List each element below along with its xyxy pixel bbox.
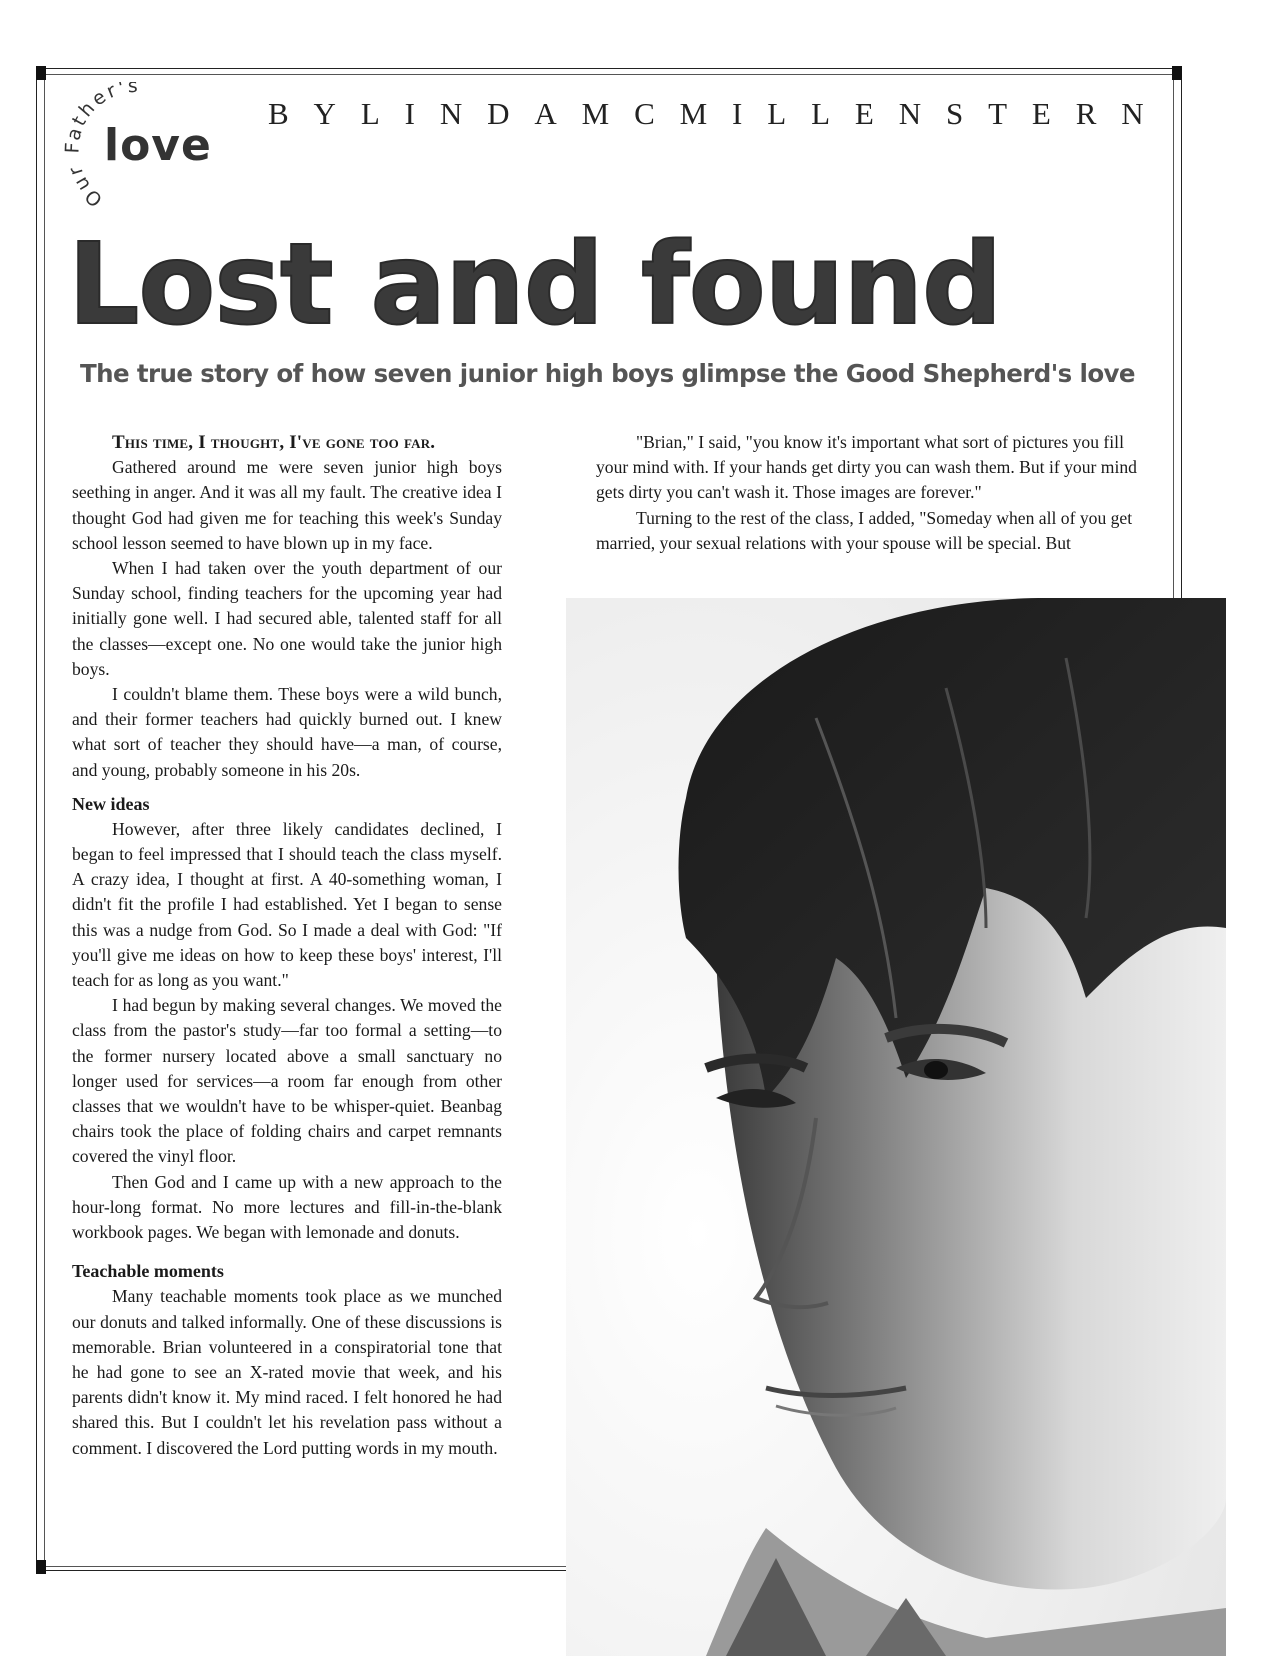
section-heading: Teachable moments (72, 1261, 224, 1282)
logo-word: love (104, 120, 212, 171)
byline-letter: E (854, 96, 874, 131)
byline-letter: Y (313, 96, 337, 131)
byline-letter: B (268, 96, 289, 131)
byline-letter: N (898, 96, 922, 131)
paragraph: I couldn't blame them. These boys were a wild bunch, and their former teachers had quickly burned out. I knew what sort of teacher they should have—a man, of course, and young, probably someone in his 20s. (72, 684, 502, 780)
subheadline: The true story of how seven junior high boys glimpse the Good Shepherd's love (80, 359, 1135, 388)
byline-letter: A (534, 96, 557, 131)
headline: Lost and found (68, 220, 1002, 350)
paragraph: Many teachable moments took place as we munched our donuts and talked informally. One of these discussions is memorable. Brian volunteered in a conspiratorial tone that he had gone to see an X-rated movie that week, and his parents didn't know it. My mind raced. I felt honored he had shared this. But I couldn't let his revelation pass without a comment. I discovered the Lord putting words in my mouth. (72, 1286, 502, 1458)
byline-letter: T (988, 96, 1008, 131)
byline-letter: L (811, 96, 831, 131)
frame-corner (1172, 66, 1182, 80)
byline (268, 96, 1144, 132)
byline-letter: M (581, 96, 610, 131)
portrait-illustration (566, 598, 1226, 1656)
paragraph: I had begun by making several changes. We moved the class from the pastor's study—far too formal a setting—to the former nursery located above a small sanctuary no longer used for services—a room far enough from other classes that we wouldn't have to be whisper-quiet. Beanbag chairs took the place of folding chairs and carpet remnants covered the vinyl floor. (72, 995, 502, 1167)
portrait-photo (566, 598, 1226, 1656)
column-logo (60, 82, 230, 212)
byline-letter: N (439, 96, 463, 131)
byline-letter: S (945, 96, 964, 131)
paragraph: "Brian," I said, "you know it's important what sort of pictures you fill your mind with. If your hands get dirty you can wash them. But if your mind gets dirty you can't wash it. Those images are forever." (596, 432, 1137, 503)
byline-letter: M (679, 96, 708, 131)
byline-letter: E (1031, 96, 1051, 131)
paragraph: However, after three likely candidates declined, I began to feel impressed that I should teach the class myself. A crazy idea, I thought at first. A 40-something woman, I didn't fit the profile I had established. Yet I began to sense this was a nudge from God. So I made a deal with God: "If you'll give me ideas on how to keep these boys' interest, I'll teach for as long as you want." (72, 818, 502, 991)
left-column (72, 430, 502, 1461)
paragraph: Gathered around me were seven junior high boys seething in anger. And it was all my fault. The creative idea I thought God had given me for teaching this week's Sunday school lesson seemed to have blown up in my face. (72, 457, 502, 553)
lead-in: This time, I thought, I've gone too far. (112, 432, 436, 453)
logo-arc-label: Our Father's (61, 82, 142, 211)
section-heading: New ideas (72, 793, 150, 814)
byline-letter: L (360, 96, 380, 131)
byline-letter: N (1121, 96, 1144, 131)
right-column (596, 430, 1144, 556)
byline-letter: C (634, 96, 655, 131)
frame-corner (36, 66, 46, 80)
paragraph: When I had taken over the youth department of our Sunday school, finding teachers for the upcoming year had initially gone well. I had secured able, talented staff for all the classes—except one. No one would take the junior high boys. (72, 558, 502, 679)
byline-letter: I (404, 96, 416, 131)
frame-corner (36, 1560, 46, 1574)
paragraph: Then God and I came up with a new approach to the hour-long format. No more lectures and fill-in-the-blank workbook pages. We began with lemonade and donuts. (72, 1171, 502, 1243)
byline-letter: L (767, 96, 787, 131)
byline-letter: I (732, 96, 743, 131)
byline-letter: D (487, 96, 510, 131)
byline-letter: R (1075, 96, 1097, 131)
paragraph: Turning to the rest of the class, I added, "Someday when all of you get married, your sexual relations with your spouse will be special. But (596, 507, 1133, 553)
